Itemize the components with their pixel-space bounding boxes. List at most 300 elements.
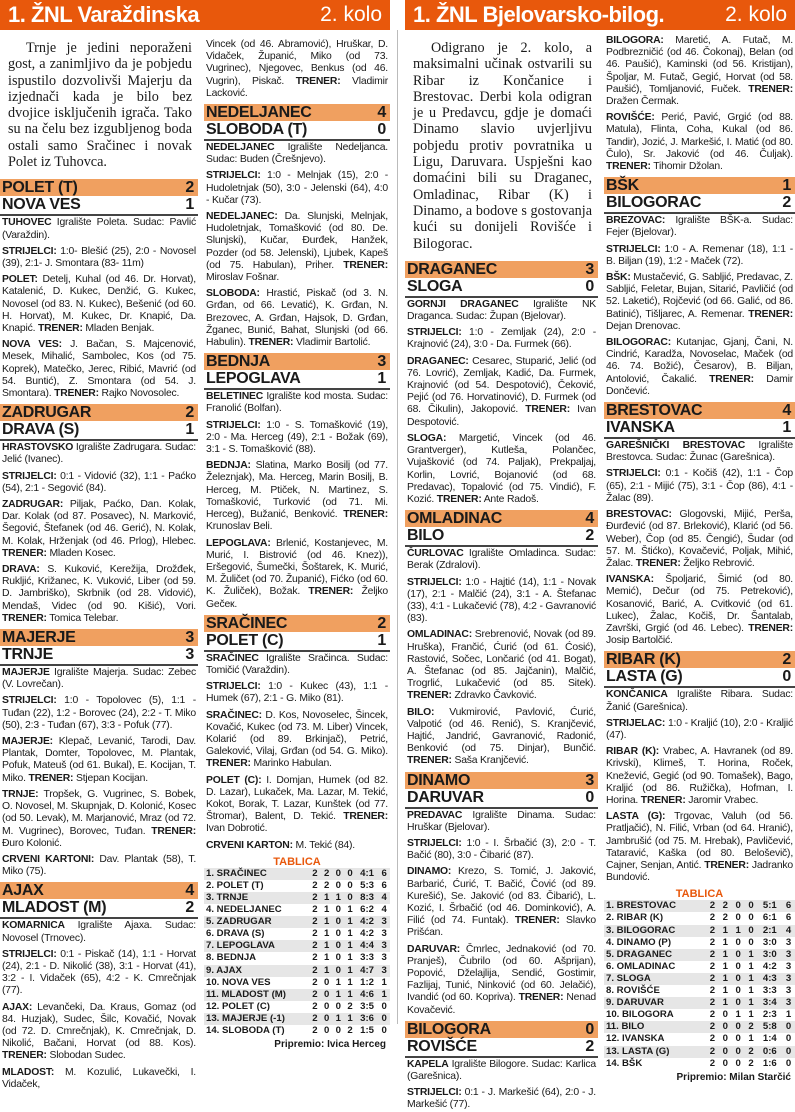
stat-cell: 0: [785, 1057, 792, 1069]
away-team-name: LASTA (G): [606, 668, 683, 686]
team-cell: 1. BRESTOVAC: [604, 900, 706, 912]
stat-cell: 3: [785, 985, 792, 997]
team-cell: 3. BILOGORAC: [604, 925, 706, 937]
stat-cell: 2: [312, 1024, 318, 1036]
stat-cell: 1: [745, 997, 758, 1009]
left-match: [204, 615, 390, 852]
home-team-name: MAJERJE: [2, 629, 76, 647]
stat-cell: 5:1: [757, 900, 782, 912]
team-cell: 9. DARUVAR: [604, 997, 706, 1009]
left-continued-lineup: Vincek (od 46. Abramović), Hruškar, D. Vidaček, Županić, Miko (od 73. Vugrinec), Njegovec, Benkus (od 46. Vugrin), Piskač. TRENER: Vladimir Lacković.: [206, 39, 388, 99]
match-report-line: STRIJELCI: 1:0 - Topolovec (5), 1:1 - Tuđan (22), 1:2 - Borovec (24), 2:2 - T. Miko (50), 2:3 - Tuđan (67), 3:3 - Pofuk (77).: [2, 695, 196, 731]
stat-cell: 5:8: [757, 1021, 782, 1033]
home-team-name: RIBAR (K): [606, 651, 681, 669]
stat-cell: 0: [785, 1033, 792, 1045]
right-standings-table: [604, 900, 795, 1069]
standings-row: [204, 892, 390, 904]
match-report: [0, 216, 198, 400]
stat-cell: 0: [335, 904, 341, 916]
right-match: [604, 651, 795, 884]
stat-cell: 0: [344, 868, 356, 880]
away-team-row: [405, 527, 598, 547]
match-report-line: GAREŠNIČKI BRESTOVAC Igralište Brestovca. Sudac: Žunac (Garešnica).: [606, 440, 793, 464]
team-cell: 9. AJAX: [204, 965, 309, 977]
left-match: [0, 179, 198, 400]
stat-cell: 0: [323, 1000, 330, 1012]
away-team-score: 1: [377, 370, 386, 388]
stat-cell: 1: [321, 965, 333, 977]
home-team-row: [405, 510, 598, 527]
away-team-name: IVANSKA: [606, 419, 675, 437]
stat-cell: 1: [378, 989, 390, 1001]
match-report-line: STRIJELCI: 1:0 - I. Šrbačić (3), 2:0 - T. Bačić (80), 3:0 - Čibarić (87).: [407, 837, 596, 862]
right-league-title: 1. ŽNL Bjelovarsko-bilog.: [413, 2, 665, 27]
standings-row: [604, 912, 795, 924]
right-continued-lineups: BILOGORA: Maretić, A. Futač, M. Podbrezničić (od 46. Čokonaj), Belan (od 46. Paušić), Kaminski (od 56. Kristijan), Špoljar, M. Futač, Gegić, Horvat (od 58. Paušić), Tomljanović, Fuček. TRENER: Dražen Čermak. ROVIŠĆE: Perić, Pavić, Grgić (od 88. Matula), Flinta, Coha, Kukal (od 86. Tandir), Jozić, J. Markešić, I. Matić (od 80. Čulo), Sr. Jaković (od 46. Čuljak). TRENER: Tihomir Džolan.: [606, 35, 793, 173]
match-report-line: NOVA VES: J. Bačan, S. Majcenović, Mesek, Mihalić, Sambolec, Kos (od 75. Koprek), Matečko, Jerec, Ribić, Mavrić (od 54. Buntić), Z. Smontara (od 54. J. Smontara). TRENER: Rajko Novosolec.: [2, 339, 196, 400]
match-report-line: STRIJELCI: 1:0 - Melnjak (15), 2:0 - Hudoletnjak (50), 3:0 - Jelenski (64), 4:0 - Kučar (73).: [206, 170, 388, 206]
team-cell: 10. NOVA VES: [206, 976, 271, 988]
stat-cell: 2: [309, 892, 321, 904]
stat-cell: 1: [722, 936, 728, 948]
stat-cell: 2: [745, 1021, 758, 1033]
stat-cell: 3: [378, 965, 390, 977]
away-team-name: MLADOST (M): [2, 899, 107, 917]
away-team-score: 2: [585, 1037, 594, 1055]
stat-cell: 2: [312, 1000, 318, 1012]
away-team-name: NOVA VES: [2, 196, 81, 214]
right-column-b: [604, 34, 795, 1083]
stat-cell: 4:4: [356, 940, 378, 952]
stat-cell: 0: [332, 965, 344, 977]
stat-cell: 2: [321, 868, 333, 880]
match-report-line: TUHOVEC Igralište Poleta. Sudac: Pavlić (Varaždin).: [2, 217, 196, 241]
right-match: [405, 510, 598, 767]
stat-cell: 0: [735, 960, 741, 972]
away-team-row: [0, 899, 198, 919]
stat-cell: 1: [748, 960, 754, 972]
stat-cell: 1: [323, 904, 330, 916]
away-team-score: 3: [185, 646, 194, 664]
away-team-score: 2: [585, 527, 594, 545]
match-report-line: BILO: Vukmirović, Pavlović, Ćurić, Valpotić (od 46. Renić), S. Kranjčević, Hajtić, Jandrić, Gavranović, Radonić, Benković (od 75. Dinjar), Bunčić. TRENER: Saša Kranjčević.: [407, 706, 596, 767]
home-team-name: POLET (T): [2, 179, 78, 197]
away-team-row: [405, 1038, 598, 1058]
match-report-line: STRIJELCI: 1:0 - Zemljak (24), 2:0 - Krajnović (24), 3:0 - Da. Furmek (66).: [407, 327, 596, 351]
home-team-score: 4: [377, 104, 386, 122]
stat-cell: 1: [722, 985, 728, 997]
stat-cell: 0: [378, 1013, 390, 1025]
match-report-line: DARUVAR: Čmrlec, Jednaković (od 70. Pranješ), Čubrilo (od 60. Ašprijan), Popović, Dželajlija, Sendić, Gostimir, Fazlijaj, Tunić, Ninković (od 60. Jelačić), Ivandić (od 60. Kopriva). TRENER: Nenad Kovačević.: [407, 943, 596, 1016]
match-report-line: AJAX: Levančeki, Da. Kraus, Gomaz (od 84. Huzjak), Sudec, Šilc, Kovačić, Novak (od 72. D. Cmrečnjak), K. Cmrečnjak, D. Nikolić, Bačani, Horvat (od 88. Kos). TRENER: Slobodan Sudec.: [2, 1001, 196, 1062]
match-report-line: BILOGORAC: Kutanjac, Gjanj, Čani, N. Cindrić, Karadža, Novoselac, Maček (od 46. 74. Božić), Česarov), B. Biljan, Antolović, Čakalić. TRENER: Damir Dončević.: [606, 337, 793, 397]
stat-cell: 1: [719, 973, 732, 985]
stat-cell: 2: [309, 989, 321, 1001]
team-cell: 5. DRAGANEC: [604, 949, 706, 961]
stat-cell: 0: [722, 1009, 728, 1021]
stat-cell: 1:6: [762, 1057, 777, 1069]
team-cell: 8. BEDNJA: [206, 952, 257, 964]
away-team-score: 0: [782, 668, 791, 686]
stat-cell: 4:2: [356, 916, 378, 928]
stat-cell: 2: [312, 976, 318, 988]
team-cell: 11. MLADOST (M): [204, 989, 309, 1001]
stat-cell: 2:1: [757, 925, 782, 937]
away-team-row: [0, 646, 198, 666]
stat-cell: 1: [719, 949, 732, 961]
match-report-line: STRIJELCI: 0:1 - J. Markešić (64), 2:0 - J. Markešić (77).: [407, 1087, 596, 1111]
standings-row: [604, 900, 795, 912]
stat-cell: 1:2: [360, 976, 374, 988]
match-report-line: STRIJELCI: 1:0 - Kukec (43), 1:1 - Humek (67), 2:1 - G. Miko (81).: [206, 681, 388, 705]
away-team-name: SLOBODA (T): [206, 121, 307, 139]
team-cell: 6. OMLADINAC: [606, 960, 676, 972]
standings-row: [604, 1033, 795, 1045]
stat-cell: 2: [709, 1057, 716, 1069]
standings-row: [204, 989, 390, 1001]
standings-row: [204, 904, 390, 916]
home-team-row: [204, 615, 390, 632]
stat-cell: 1: [335, 976, 341, 988]
stat-cell: 1: [745, 973, 758, 985]
stat-cell: 0: [732, 997, 745, 1009]
home-team-name: ZADRUGAR: [2, 404, 92, 422]
stat-cell: 1: [344, 1013, 356, 1025]
stat-cell: 0: [745, 925, 758, 937]
away-team-name: BILO: [407, 527, 445, 545]
match-report-line: GORNJI DRAGANEC Igralište NK Draganca. Sudac: Župan (Bjelovar).: [407, 298, 596, 323]
away-team-row: [604, 419, 795, 439]
match-report-line: CRVENI KARTONI: Dav. Plantak (58), T. Miko (75).: [2, 853, 197, 878]
away-team-score: 1: [782, 419, 791, 437]
stat-cell: 1: [344, 940, 356, 952]
match-report-line: MAJERJE: Klepač, Levanić, Tarodi, Dav. Plantak, Domter, Topolovec, M. Plantak, Pofuk, Mateuš (od 61. Bukal), E. Kocijan, T. Miko. TRENER: Stjepan Kocijan.: [2, 736, 196, 784]
stat-cell: 1: [735, 1009, 741, 1021]
home-team-row: [0, 629, 198, 646]
team-cell: 13. MAJERJE (-1): [204, 1013, 309, 1025]
stat-cell: 3:0: [762, 936, 777, 948]
match-report-line: LEPOGLAVA: Brlenić, Kostanjevec, M. Murić, I. Bistrović (od 46. Knez)), Eršegović, Šumečki, Šoštarek, K. Murić, M. Žuličet (od 70. Županić), Fićko (od 60. K. Žuliček), Božak. TRENER: Željko Gečeк.: [206, 537, 388, 610]
home-team-name: SRAČINEC: [206, 614, 288, 632]
home-team-score: 2: [185, 404, 194, 422]
match-report-line: OMLADINAC: Srebrenović, Novak (od 89. Hruška), Frančić, Ćurić (od 61. Ćosić), Rastović, Sočec, Lončarić (od 41. Bogat), A. Štefanac (od 85. Jajčanin), Malčić, Trogrlić, Lukačević (od 85. Sitek). TRENER: Zdravko Čavković.: [407, 629, 596, 702]
away-team-name: DRAVA (S): [2, 421, 79, 439]
home-team-name: OMLADINAC: [407, 510, 503, 528]
stat-cell: 1: [347, 976, 353, 988]
standings-row: [204, 965, 390, 977]
match-report: [405, 547, 598, 767]
team-cell: 11. BILO: [604, 1021, 706, 1033]
team-cell: 10. BILOGORA: [606, 1009, 674, 1021]
left-table-title: TABLICA: [273, 855, 321, 868]
right-round-label: 2. kolo: [725, 3, 787, 26]
stat-cell: 2: [709, 936, 716, 948]
match-report-line: HRASTOVSKO Igralište Zadrugara. Sudac: Jelić (Ivanec).: [2, 442, 196, 466]
right-match: [405, 261, 598, 506]
home-team-name: DINAMO: [407, 771, 471, 789]
match-report-line: MAJERJE Igralište Majerja. Sudac: Zebec (V. Lovrečan).: [2, 667, 196, 691]
match-report: [204, 390, 390, 610]
home-team-name: AJAX: [2, 882, 44, 900]
away-team-name: TRNJE: [2, 646, 53, 664]
stat-cell: 0: [332, 916, 344, 928]
stat-cell: 4:7: [356, 965, 378, 977]
match-report-line: BEDNJA: Slatina, Marko Bosilj (od 77. Železnjak), Ma. Herceg, Marin Bosilj, B. Herceg, M. Ptiček, N. Martinez, S. Tomašković, Turković (od 71. Mi. Herceg), Bužanić, Benković. TRENER: Krunoslav Beli.: [206, 460, 388, 533]
stat-cell: 3: [782, 949, 795, 961]
stat-cell: 0: [332, 940, 344, 952]
home-team-name: BRESTOVAC: [606, 402, 703, 420]
stat-cell: 0: [381, 1024, 387, 1036]
match-report-line: STRIJELCI: 1:0 - S. Tomašković (19), 2:0 - Ma. Herceg (49), 2:1 - Božak (69), 3:1 - S. Tomašković (88).: [206, 419, 388, 456]
match-report-line: DRAGANEC: Cesarec, Stuparić, Jelić (od 76. Lovrić), Zemljak, Kadić, Da. Furmek, Krajnović (od 54. Despotović), Čeković, Pejić (od 76. Horvatinović), D. Furmek (od 68. Čikulin), Jakopović. TRENER: Ivan Despotović.: [407, 355, 596, 428]
stat-cell: 0: [381, 1000, 387, 1012]
stat-cell: 3:4: [757, 997, 782, 1009]
stat-cell: 1: [732, 925, 745, 937]
left-table-credit: Pripremio: Ivica Herceg: [274, 1039, 386, 1051]
match-report-line: STRIJELCI: 1:0 - A. Remenar (18), 1:1 - B. Biljan (19), 1:2 - Maček (72).: [606, 243, 793, 267]
stat-cell: 2: [709, 985, 716, 997]
standings-row: [204, 1001, 390, 1013]
match-report-line: BREZOVAC: Igralište BŠK-a. Sudac: Fejer (Bjelovar).: [606, 215, 793, 239]
home-team-row: [604, 402, 795, 419]
right-intro-paragraph: Odigrano je 2. kolo, a maksimalni učinak ostvarili su Ribar iz Končanice i Brestovac. Derbi kola odigran je u Predavcu, gdje je domaći Dinamo slavio uvjerljivu pobjedu protiv povratnika u Ligu, Daruvara. Uspješni kao domaćini bili su Draganec, Omladinac, Ribar (K) i Dinamo, a bodove s gostovanja kući su donijeli Rovišće i Bilogorac.: [413, 40, 592, 252]
match-report-line: STRIJELCI: 0:1 - Vidović (32), 1:1 - Paćko (54), 2:1 - Segović (84).: [2, 470, 196, 494]
match-report-line: BRESTOVAC: Glogovski, Mijić, Perša, Đurđević (od 87. Brleković), Klarić (od 56. Weber), Čop (od 85. Čengić), Šudar (od 57. M. Štićko), Kovačević, Poljak, Mihić, Žalac. TRENER: Željko Rebrović.: [606, 509, 793, 569]
away-team-row: [204, 370, 390, 390]
away-team-name: BILOGORAC: [606, 194, 702, 212]
stat-cell: 0:6: [757, 1046, 782, 1058]
team-cell: 2. RIBAR (K): [606, 912, 664, 924]
page-divider: [397, 30, 398, 1024]
standings-row: [604, 949, 795, 961]
stat-cell: 4: [381, 904, 387, 916]
stat-cell: 0: [335, 1000, 341, 1012]
match-report-line: MLADOST: M. Kozulić, Lukavečki, I. Vidaček,: [2, 1066, 196, 1090]
stat-cell: 2: [706, 925, 719, 937]
stat-cell: 0: [782, 1021, 795, 1033]
home-team-row: [405, 261, 598, 278]
home-team-name: BEDNJA: [206, 353, 270, 371]
team-cell: 7. LEPOGLAVA: [204, 940, 309, 952]
stat-cell: 1: [323, 952, 330, 964]
stat-cell: 2:3: [762, 1009, 777, 1021]
standings-row: [604, 1046, 795, 1058]
standings-row: [204, 928, 390, 940]
team-cell: 4. NEDELJANEC: [206, 904, 282, 916]
match-report-line: BELETINEC Igralište kod mosta. Sudac: Franolić (Bolfan).: [206, 391, 388, 415]
match-report-line: STRIJELCI: 1:0- Blešić (25), 2:0 - Novosel (39), 2:1- J. Smontara (83- 11m): [2, 245, 196, 269]
away-team-score: 0: [377, 121, 386, 139]
stat-cell: 3: [378, 916, 390, 928]
match-report-line: SRAČINEC Igralište Sračinca. Sudac: Tomičić (Varaždin).: [206, 652, 388, 676]
standings-row: [204, 868, 390, 880]
away-team-score: 0: [585, 788, 594, 806]
stat-cell: 2: [309, 868, 321, 880]
stat-cell: 1: [719, 925, 732, 937]
left-intro-paragraph: Trnje je jedini neporaženi gost, a zanimljivo da je pobjedu ispustilo dozvolivši Majerju da izjednači kada je bilo bez dvojice isključenih igrača. Tako su na čelu bez izgubljenog boda ostali samo Sračinec i novak Polet iz Tuhovca.: [8, 40, 192, 171]
right-match: [405, 1021, 598, 1112]
left-match: [204, 353, 390, 610]
stat-cell: 1: [745, 949, 758, 961]
home-team-score: 3: [377, 353, 386, 371]
team-cell: 12. IVANSKA: [606, 1033, 665, 1045]
left-column-b: [204, 38, 390, 1051]
stat-cell: 2: [347, 1024, 353, 1036]
match-report: [204, 141, 390, 349]
standings-row: [604, 1021, 795, 1033]
stat-cell: 3:3: [360, 952, 374, 964]
stat-cell: 0: [782, 1046, 795, 1058]
match-report-line: SLOGA: Margetić, Vincek (od 46. Grantverger), Kutleša, Polančec, Vujašković (od 74. Paljak), Prekpaljaj, Korlin, Lovrić, Bojanović (od 68. Predavac), Topalović (od 75. Vindić), F. Kozić. TRENER: Ante Radoš.: [407, 432, 596, 505]
stat-cell: 1: [722, 960, 728, 972]
stat-cell: 0: [335, 952, 341, 964]
stat-cell: 1: [748, 1033, 754, 1045]
away-team-name: POLET (C): [206, 631, 284, 649]
standings-row: [604, 937, 795, 949]
stat-cell: 1: [323, 928, 330, 940]
match-report: [604, 688, 795, 884]
match-report-line: SRAČINEC: D. Kos, Novoselec, Šincek, Kovačić, Kukec (od 73. M. Liber) Vincek, Kolarić (od 89. Brkinjač), Petrić, Galeković, Vilaj, Grđan (od 54. G. Miko). TRENER: Marinko Habulan.: [206, 709, 388, 770]
home-team-row: [604, 651, 795, 668]
stat-cell: 3: [378, 940, 390, 952]
standings-row: [204, 952, 390, 964]
team-cell: 14. SLOBODA (T): [206, 1024, 285, 1036]
stat-cell: 4:3: [757, 973, 782, 985]
stat-cell: 0: [735, 936, 741, 948]
match-report: [0, 666, 198, 878]
away-team-row: [0, 196, 198, 216]
stat-cell: 2: [309, 916, 321, 928]
stat-cell: 0: [732, 1021, 745, 1033]
home-team-row: [0, 179, 198, 196]
stat-cell: 1: [748, 1009, 754, 1021]
stat-cell: 0: [347, 879, 353, 891]
standings-row: [204, 940, 390, 952]
home-team-score: 0: [585, 1020, 594, 1038]
stat-cell: 1: [347, 952, 353, 964]
match-report: [204, 652, 390, 852]
stat-cell: 3: [785, 936, 792, 948]
stat-cell: 1: [321, 940, 333, 952]
stat-cell: 4: [782, 925, 795, 937]
stat-cell: 0: [722, 1033, 728, 1045]
stat-cell: 2: [748, 1057, 754, 1069]
stat-cell: 0: [732, 949, 745, 961]
stat-cell: 0: [323, 976, 330, 988]
left-column-a: [0, 36, 198, 1090]
match-report-line: NEDELJANEC: Da. Slunjski, Melnjak, Hudoletnjak, Tomašković (od 80. De. Slunjski), Kučar, Đurđek, Hanžek, Pozder (od 58. Jelenski), Ljubek, Kapeš (od 75. Habulan), Priher. TRENER: Miroslav Fošnar.: [206, 211, 388, 284]
stat-cell: 2: [709, 960, 716, 972]
stat-cell: 6: [378, 868, 390, 880]
stat-cell: 1: [748, 985, 754, 997]
left-league-title: 1. ŽNL Varaždinska: [8, 2, 200, 27]
match-report-line: KOMARNICA Igralište Ajaxa. Sudac: Novosel (Trnovec).: [2, 920, 196, 944]
stat-cell: 0: [335, 1024, 341, 1036]
home-team-name: BŠK: [606, 177, 639, 195]
stat-cell: 0: [748, 936, 754, 948]
home-team-row: [0, 882, 198, 899]
standings-row: [604, 961, 795, 973]
standings-row: [604, 1009, 795, 1021]
match-report-line: BŠK: Mustačević, G. Sabljić, Predavac, Z. Sabljić, Feletar, Bujan, Sitarić, Pavličić (od 52. Laketić), Rojčević (od 66. Galić, od 86. Batinić), Tišljarec, A. Remenar. TRENER: Dejan Drenovac.: [606, 272, 793, 332]
match-report: [405, 809, 598, 1017]
right-column-a: [405, 36, 598, 1111]
home-team-score: 2: [377, 614, 386, 632]
home-team-row: [604, 177, 795, 194]
home-team-name: NEDELJANEC: [206, 104, 312, 122]
match-report-line: PREDAVAC Igralište Dinama. Sudac: Hruškar (Bjelovar).: [407, 809, 596, 833]
stat-cell: 2: [709, 912, 716, 924]
home-team-score: 3: [585, 771, 594, 789]
match-report-line: TRNJE: Tropšek, G. Vugrinec, S. Bobek, O. Novosel, M. Skupnjak, D. Kolonić, Kosec (od 50. Levak), M. Marjanović, Mraz (od 72. M. Vugrinec), Borovec, Tuđan. TRENER: Đuro Kolonić.: [2, 788, 196, 849]
stat-cell: 0: [745, 900, 758, 912]
stat-cell: 2: [706, 900, 719, 912]
away-team-name: LEPOGLAVA: [206, 370, 301, 388]
stat-cell: 0: [344, 892, 356, 904]
left-match: [204, 104, 390, 349]
stat-cell: 2: [323, 879, 330, 891]
team-cell: 14. BŠK: [606, 1057, 643, 1069]
stat-cell: 4:2: [360, 928, 374, 940]
stat-cell: 0: [735, 1057, 741, 1069]
match-report: [405, 1058, 598, 1112]
stat-cell: 4:1: [356, 868, 378, 880]
stat-cell: 2: [706, 973, 719, 985]
team-cell: 8. ROVIŠĆE: [606, 985, 660, 997]
team-cell: 1. SRAČINEC: [204, 868, 309, 880]
stat-cell: 0: [732, 900, 745, 912]
home-team-row: [405, 772, 598, 789]
stat-cell: 5:3: [360, 879, 374, 891]
match-report-line: RIBAR (K): Vrabec, A. Havranek (od 89. Krivski), Klimeš, T. Horina, Roček, Knežević, Gegić (od 90. Tomašek), Bago, Kraljić (od 86. Ružička), Hofman, I. Horina. TRENER: Jaromir Vrabec.: [606, 746, 793, 806]
stat-cell: 3: [381, 952, 387, 964]
match-report-line: POLET (C): I. Domjan, Humek (od 82. D. Lazar), Lukaček, Ma. Lazar, M. Tekić, Kokot, Borak, T. Lazar, Kunštek (od 77. Štromar), Balent, D. Tekić. TRENER: Ivan Dobrotić.: [206, 774, 388, 835]
match-report-line: STRIJELCI: 0:1 - Kočiš (42), 1:1 - Čop (65), 2:1 - Mijić (75), 3:1 - Čop (86), 4:1 - Žalac (89).: [606, 468, 793, 504]
home-team-score: 4: [185, 882, 194, 900]
stat-cell: 6:1: [762, 912, 777, 924]
stat-cell: 3:5: [360, 1000, 374, 1012]
stat-cell: 0: [323, 1024, 330, 1036]
away-team-score: 1: [185, 196, 194, 214]
stat-cell: 1: [321, 916, 333, 928]
team-cell: 6. DRAVA (S): [206, 928, 265, 940]
home-team-score: 2: [185, 179, 194, 197]
match-report-line: ČURLOVAC Igralište Omladinca. Sudac: Berak (Zdralovi).: [407, 548, 596, 572]
stat-cell: 3:3: [762, 985, 777, 997]
stat-cell: 4:2: [762, 960, 777, 972]
stat-cell: 3:6: [356, 1013, 378, 1025]
away-team-score: 0: [585, 277, 594, 295]
stat-cell: 0: [732, 1046, 745, 1058]
standings-row: [204, 1013, 390, 1025]
stat-cell: 1: [344, 965, 356, 977]
team-cell: 7. SLOGA: [604, 973, 706, 985]
stat-cell: 1: [332, 892, 344, 904]
home-team-name: DRAGANEC: [407, 260, 498, 278]
right-match: [604, 177, 795, 398]
team-cell: 12. POLET (C): [206, 1000, 270, 1012]
stat-cell: 1: [344, 989, 356, 1001]
stat-cell: 1: [381, 976, 387, 988]
match-report-line: DINAMO: Krezo, S. Tomić, J. Jaković, Barbarić, Ćurić, T. Bačić, Čović (od 89. Kurešić), Se. Jaković (od 83. Čibarić), L. Kozić, I. Šrbačić (od 46. Dominković), A. Filić (od 74. Funtak). TRENER: Slavko Prišćan.: [407, 866, 596, 939]
left-standings-table: [204, 868, 390, 1037]
stat-cell: 2: [309, 940, 321, 952]
left-match: [0, 404, 198, 625]
stat-cell: 2: [309, 1013, 321, 1025]
away-team-name: ROVIŠĆE: [407, 1037, 477, 1055]
away-team-row: [405, 789, 598, 809]
team-cell: 5. ZADRUGAR: [204, 916, 309, 928]
